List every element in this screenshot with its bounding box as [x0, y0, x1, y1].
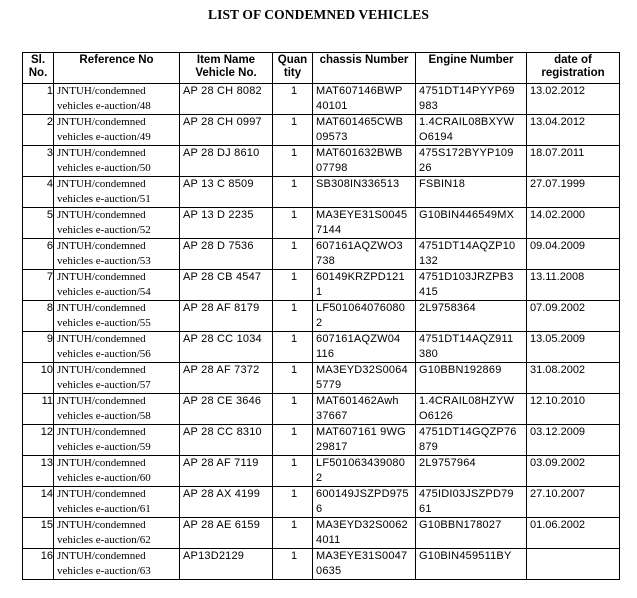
header-reference: Reference No — [54, 53, 180, 84]
cell-chassis — [313, 84, 416, 115]
cell-quantity: 1 — [273, 301, 313, 332]
chassis-line-1: MA3EYD32S0064 — [316, 364, 408, 376]
cell-chassis — [313, 115, 416, 146]
cell-date: 27.07.1999 — [527, 177, 620, 208]
cell-quantity: 1 — [273, 518, 313, 549]
cell-chassis — [313, 301, 416, 332]
chassis-line-2: 7144 — [316, 224, 342, 236]
cell-vehicle-no: AP 28 DJ 8610 — [180, 146, 273, 177]
chassis-line-1: MA3EYE31S0047 — [316, 550, 408, 562]
cell-vehicle-no: AP 28 D 7536 — [180, 239, 273, 270]
chassis-line-1: MAT607146BWP — [316, 85, 403, 97]
table-row — [23, 394, 620, 425]
cell-engine — [416, 84, 527, 115]
reference-line-2: vehicles e-auction/53 — [57, 255, 151, 267]
cell-quantity: 1 — [273, 363, 313, 394]
header-item: Item Name Vehicle No. — [180, 53, 273, 84]
chassis-line-1: 600149JSZPD975 — [316, 488, 409, 500]
cell-chassis — [313, 270, 416, 301]
engine-line-2: 983 — [419, 100, 438, 112]
chassis-line-2: 5779 — [316, 379, 342, 391]
cell-quantity: 1 — [273, 270, 313, 301]
table-row — [23, 208, 620, 239]
engine-line-1: 4751D103JRZPB3 — [419, 271, 514, 283]
cell-engine — [416, 208, 527, 239]
chassis-line-2: 116 — [316, 348, 335, 360]
engine-line-1: 2L9758364 — [419, 302, 476, 314]
chassis-line-1: MAT607161 9WG — [316, 426, 406, 438]
cell-date: 03.12.2009 — [527, 425, 620, 456]
cell-vehicle-no: AP 28 AF 7372 — [180, 363, 273, 394]
reference-line-2: vehicles e-auction/61 — [57, 503, 151, 515]
cell-sl: 8 — [23, 301, 54, 332]
cell-engine — [416, 394, 527, 425]
cell-reference — [54, 208, 180, 239]
reference-line-1: JNTUH/condemned — [57, 302, 146, 314]
document-title: LIST OF CONDEMNED VEHICLES — [207, 7, 430, 22]
engine-line-1: 475IDI03JSZPD79 — [419, 488, 514, 500]
cell-vehicle-no: AP 13 C 8509 — [180, 177, 273, 208]
reference-line-1: JNTUH/condemned — [57, 550, 146, 562]
cell-date: 07.09.2002 — [527, 301, 620, 332]
reference-line-2: vehicles e-auction/60 — [57, 472, 151, 484]
table-row — [23, 549, 620, 580]
cell-chassis — [313, 549, 416, 580]
table-row — [23, 84, 620, 115]
cell-engine — [416, 301, 527, 332]
cell-date: 13.04.2012 — [527, 115, 620, 146]
cell-engine — [416, 115, 527, 146]
engine-line-1: 4751DT14GQZP76 — [419, 426, 517, 438]
cell-chassis — [313, 394, 416, 425]
chassis-line-1: MAT601462Awh — [316, 395, 399, 407]
cell-vehicle-no: AP 28 AF 7119 — [180, 456, 273, 487]
chassis-line-2: 2 — [316, 317, 323, 329]
chassis-line-2: 2 — [316, 472, 323, 484]
cell-chassis — [313, 239, 416, 270]
cell-quantity: 1 — [273, 177, 313, 208]
table-row — [23, 301, 620, 332]
cell-vehicle-no: AP 28 CH 8082 — [180, 84, 273, 115]
cell-sl: 2 — [23, 115, 54, 146]
reference-line-1: JNTUH/condemned — [57, 395, 146, 407]
engine-line-2: 415 — [419, 286, 438, 298]
table-row — [23, 425, 620, 456]
cell-reference — [54, 363, 180, 394]
cell-chassis — [313, 456, 416, 487]
reference-line-2: vehicles e-auction/54 — [57, 286, 151, 298]
cell-reference — [54, 394, 180, 425]
table-row — [23, 363, 620, 394]
reference-line-2: vehicles e-auction/49 — [57, 131, 151, 143]
cell-sl: 3 — [23, 146, 54, 177]
cell-reference — [54, 549, 180, 580]
engine-line-1: 4751DT14AQZP10 — [419, 240, 516, 252]
reference-line-1: JNTUH/condemned — [57, 519, 146, 531]
engine-line-2: 26 — [419, 162, 432, 174]
reference-line-2: vehicles e-auction/57 — [57, 379, 151, 391]
reference-line-2: vehicles e-auction/56 — [57, 348, 151, 360]
reference-line-1: JNTUH/condemned — [57, 426, 146, 438]
engine-line-1: G10BIN446549MX — [419, 209, 515, 221]
cell-date: 01.06.2002 — [527, 518, 620, 549]
chassis-line-2: 09573 — [316, 131, 348, 143]
cell-chassis — [313, 518, 416, 549]
chassis-line-2: 40101 — [316, 100, 348, 112]
engine-line-1: 2L9757964 — [419, 457, 476, 469]
cell-reference — [54, 146, 180, 177]
engine-line-2: 879 — [419, 441, 438, 453]
cell-engine — [416, 146, 527, 177]
table-row — [23, 115, 620, 146]
chassis-line-2: 738 — [316, 255, 335, 267]
cell-vehicle-no: AP 28 AE 6159 — [180, 518, 273, 549]
chassis-line-1: MA3EYD32S0062 — [316, 519, 408, 531]
chassis-line-1: 60149KRZPD121 — [316, 271, 405, 283]
cell-sl: 6 — [23, 239, 54, 270]
reference-line-2: vehicles e-auction/52 — [57, 224, 151, 236]
cell-chassis — [313, 177, 416, 208]
cell-quantity: 1 — [273, 549, 313, 580]
cell-sl: 15 — [23, 518, 54, 549]
cell-chassis — [313, 332, 416, 363]
cell-vehicle-no: AP 28 CE 3646 — [180, 394, 273, 425]
cell-reference — [54, 487, 180, 518]
chassis-line-2: 37667 — [316, 410, 348, 422]
engine-line-1: G10BBN178027 — [419, 519, 502, 531]
header-quantity: Quan tity — [273, 53, 313, 84]
cell-vehicle-no: AP 28 CH 0997 — [180, 115, 273, 146]
reference-line-1: JNTUH/condemned — [57, 333, 146, 345]
reference-line-2: vehicles e-auction/58 — [57, 410, 151, 422]
cell-quantity: 1 — [273, 146, 313, 177]
cell-quantity: 1 — [273, 456, 313, 487]
cell-date — [527, 549, 620, 580]
cell-engine — [416, 177, 527, 208]
cell-date: 13.11.2008 — [527, 270, 620, 301]
table-row — [23, 177, 620, 208]
cell-engine — [416, 425, 527, 456]
cell-vehicle-no: AP 13 D 2235 — [180, 208, 273, 239]
cell-vehicle-no: AP 28 CC 8310 — [180, 425, 273, 456]
engine-line-1: 1.4CRAIL08HZYW — [419, 395, 515, 407]
chassis-line-1: LF501063439080 — [316, 457, 406, 469]
cell-engine — [416, 239, 527, 270]
cell-sl: 4 — [23, 177, 54, 208]
cell-date: 18.07.2011 — [527, 146, 620, 177]
cell-chassis — [313, 425, 416, 456]
cell-engine — [416, 549, 527, 580]
reference-line-1: JNTUH/condemned — [57, 271, 146, 283]
cell-date: 27.10.2007 — [527, 487, 620, 518]
engine-line-1: G10BBN192869 — [419, 364, 502, 376]
reference-line-2: vehicles e-auction/48 — [57, 100, 151, 112]
engine-line-1: 1.4CRAIL08BXYW — [419, 116, 515, 128]
table-row — [23, 146, 620, 177]
cell-date: 13.05.2009 — [527, 332, 620, 363]
reference-line-2: vehicles e-auction/63 — [57, 565, 151, 577]
chassis-line-2: 29817 — [316, 441, 348, 453]
cell-reference — [54, 425, 180, 456]
chassis-line-2: 07798 — [316, 162, 348, 174]
reference-line-1: JNTUH/condemned — [57, 85, 146, 97]
cell-quantity: 1 — [273, 84, 313, 115]
cell-engine — [416, 332, 527, 363]
cell-reference — [54, 239, 180, 270]
cell-vehicle-no: AP 28 CC 1034 — [180, 332, 273, 363]
chassis-line-2: 1 — [316, 286, 323, 298]
cell-quantity: 1 — [273, 208, 313, 239]
cell-vehicle-no: AP 28 AF 8179 — [180, 301, 273, 332]
cell-reference — [54, 301, 180, 332]
cell-reference — [54, 518, 180, 549]
table-row — [23, 487, 620, 518]
cell-quantity: 1 — [273, 394, 313, 425]
cell-sl: 7 — [23, 270, 54, 301]
cell-quantity: 1 — [273, 115, 313, 146]
cell-sl: 10 — [23, 363, 54, 394]
reference-line-1: JNTUH/condemned — [57, 488, 146, 500]
cell-date: 14.02.2000 — [527, 208, 620, 239]
reference-line-1: JNTUH/condemned — [57, 364, 146, 376]
reference-line-1: JNTUH/condemned — [57, 240, 146, 252]
chassis-line-1: LF501064076080 — [316, 302, 406, 314]
cell-sl: 12 — [23, 425, 54, 456]
cell-sl: 9 — [23, 332, 54, 363]
cell-chassis — [313, 146, 416, 177]
cell-engine — [416, 456, 527, 487]
engine-line-2: O6194 — [419, 131, 454, 143]
header-engine: Engine Number — [416, 53, 527, 84]
header-chassis: chassis Number — [313, 53, 416, 84]
engine-line-2: 61 — [419, 503, 432, 515]
reference-line-1: JNTUH/condemned — [57, 178, 146, 190]
cell-engine — [416, 270, 527, 301]
cell-vehicle-no: AP 28 CB 4547 — [180, 270, 273, 301]
cell-reference — [54, 177, 180, 208]
reference-line-2: vehicles e-auction/55 — [57, 317, 151, 329]
cell-sl: 11 — [23, 394, 54, 425]
cell-engine — [416, 363, 527, 394]
cell-reference — [54, 270, 180, 301]
cell-quantity: 1 — [273, 425, 313, 456]
table-row — [23, 270, 620, 301]
reference-line-1: JNTUH/condemned — [57, 209, 146, 221]
table-row — [23, 456, 620, 487]
chassis-line-1: MAT601465CWB — [316, 116, 404, 128]
table-row — [23, 239, 620, 270]
cell-reference — [54, 84, 180, 115]
table-row — [23, 518, 620, 549]
chassis-line-2: 4011 — [316, 534, 341, 546]
chassis-line-1: 607161AQZWO3 — [316, 240, 403, 252]
reference-line-2: vehicles e-auction/51 — [57, 193, 151, 205]
cell-sl: 13 — [23, 456, 54, 487]
chassis-line-1: MAT601632BWB — [316, 147, 403, 159]
chassis-line-1: 607161AQZW04 — [316, 333, 401, 345]
engine-line-1: 475S172BYYP109 — [419, 147, 514, 159]
header-date: date of registration — [527, 53, 620, 84]
cell-quantity: 1 — [273, 332, 313, 363]
chassis-line-2: 0635 — [316, 565, 342, 577]
cell-sl: 5 — [23, 208, 54, 239]
reference-line-1: JNTUH/condemned — [57, 457, 146, 469]
reference-line-1: JNTUH/condemned — [57, 116, 146, 128]
cell-quantity: 1 — [273, 487, 313, 518]
reference-line-1: JNTUH/condemned — [57, 147, 146, 159]
cell-reference — [54, 115, 180, 146]
header-row — [23, 53, 620, 84]
cell-chassis — [313, 363, 416, 394]
engine-line-1: 4751DT14PYYP69 — [419, 85, 515, 97]
chassis-line-1: SB308IN336513 — [316, 178, 400, 190]
reference-line-2: vehicles e-auction/50 — [57, 162, 151, 174]
table-body — [23, 84, 620, 580]
cell-vehicle-no: AP13D2129 — [180, 549, 273, 580]
chassis-line-1: MA3EYE31S0045 — [316, 209, 408, 221]
table-row — [23, 332, 620, 363]
cell-date: 13.02.2012 — [527, 84, 620, 115]
cell-quantity: 1 — [273, 239, 313, 270]
cell-date: 09.04.2009 — [527, 239, 620, 270]
cell-date: 03.09.2002 — [527, 456, 620, 487]
cell-chassis — [313, 208, 416, 239]
vehicles-table — [22, 52, 620, 580]
cell-reference — [54, 332, 180, 363]
cell-date: 31.08.2002 — [527, 363, 620, 394]
header-sl: Sl. No. — [23, 53, 54, 84]
engine-line-1: FSBIN18 — [419, 178, 466, 190]
cell-engine — [416, 487, 527, 518]
reference-line-2: vehicles e-auction/62 — [57, 534, 151, 546]
engine-line-2: O6126 — [419, 410, 454, 422]
cell-sl: 16 — [23, 549, 54, 580]
cell-date: 12.10.2010 — [527, 394, 620, 425]
engine-line-1: G10BIN459511BY — [419, 550, 512, 562]
engine-line-2: 132 — [419, 255, 438, 267]
cell-reference — [54, 456, 180, 487]
cell-vehicle-no: AP 28 AX 4199 — [180, 487, 273, 518]
reference-line-2: vehicles e-auction/59 — [57, 441, 151, 453]
cell-chassis — [313, 487, 416, 518]
engine-line-1: 4751DT14AQZ911 — [419, 333, 514, 345]
cell-engine — [416, 518, 527, 549]
engine-line-2: 380 — [419, 348, 438, 360]
cell-sl: 14 — [23, 487, 54, 518]
cell-sl: 1 — [23, 84, 54, 115]
chassis-line-2: 6 — [316, 503, 323, 515]
